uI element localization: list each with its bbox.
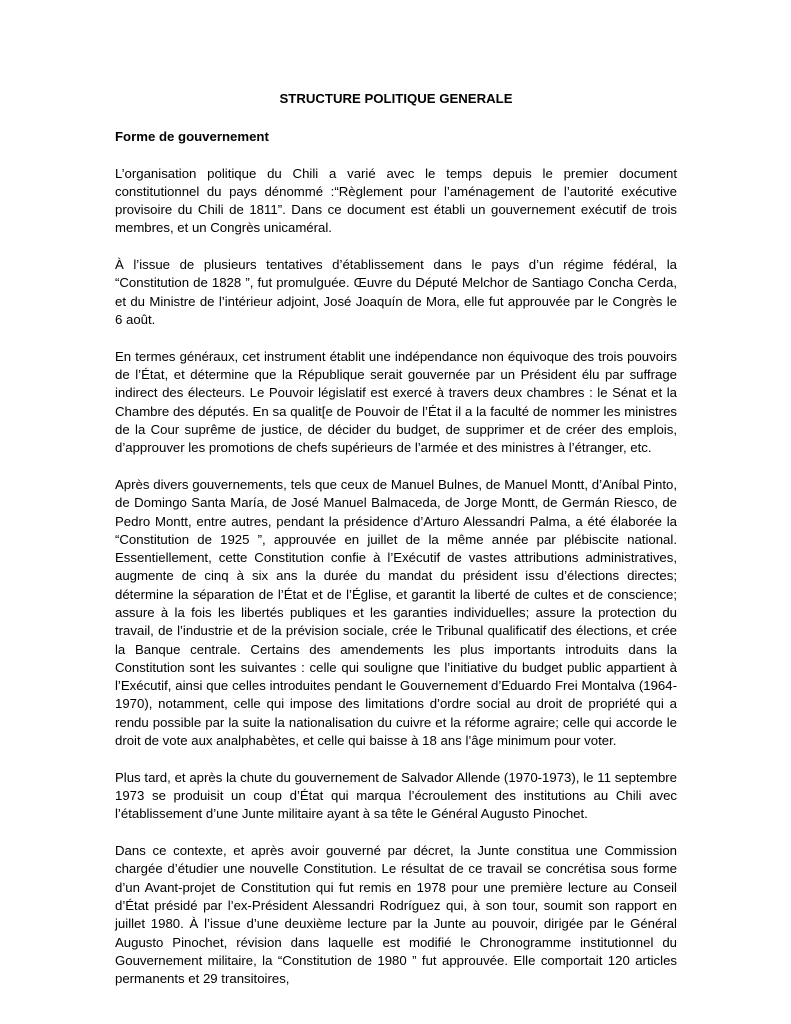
document-page — [115, 90, 677, 1007]
paragraph-separation-of-powers: En termes généraux, cet instrument établit une indépendance non équivoque des trois pouvoirs de l’État, et détermine que la République serait gouvernée par un Président élu par suffrage indirect des électeurs. Le Pouvoir législatif est exercé à travers deux chambres : le Sénat et la Chambre des députés. En sa qualit[e de Pouvoir de l’État il a la faculté de nommer les ministres de la Cour suprême de justice, de décider du budget, de supprimer et de créer des emplois, d’approuver les promotions de chefs supérieurs de l’armée et des ministres à l’étranger, etc. — [115, 348, 677, 456]
section-heading: Forme de gouvernement — [115, 129, 269, 145]
paragraph-origins: L’organisation politique du Chili a varié avec le temps depuis le premier document constitutionnel du pays dénommé :“Règlement pour l’aménagement de l’autorité exécutive provisoire du Chili de 1811”. Dans ce document est établi un gouvernement exécutif de trois membres, et un Congrès unicaméral. — [115, 165, 677, 236]
paragraph-constitution-1980: Dans ce contexte, et après avoir gouverné par décret, la Junte constitua une Commission chargée d’étudier une nouvelle Constitution. Le résultat de ce travail se concrétisa sous forme d’un Avant-projet de Constitution qui fut remis en 1978 pour une première lecture au Conseil d’État présidé par l’ex-Président Alessandri Rodríguez qui, à son tour, soumit son rapport en juillet 1980. À l’issue d’une deuxième lecture par la Junte au pouvoir, dirigée par le Général Augusto Pinochet, révision dans laquelle est modifié le Chronogramme institutionnel du Gouvernement militaire, la “Constitution de 1980 ” fut approuvée. Elle comportait 120 articles permanents et 29 transitoires, — [115, 843, 677, 987]
paragraph-coup-1973: Plus tard, et après la chute du gouvernement de Salvador Allende (1970-1973), le 11 septembre 1973 se produisit un coup d’État qui marqua l’écroulement des institutions au Chili avec l’établissement d’une Junte militaire ayant à sa tête le Général Augusto Pinochet. — [115, 769, 677, 822]
paragraph-constitution-1828: À l’issue de plusieurs tentatives d’établissement dans le pays d’un régime fédéral, la “Constitution de 1828 ”, fut promulguée. Œuvre du Député Melchor de Santiago Concha Cerda, et du Ministre de l’intérieur adjoint, José Joaquín de Mora, elle fut approuvée par le Congrès le 6 août. — [115, 257, 677, 328]
document-title: STRUCTURE POLITIQUE GENERALE — [279, 91, 513, 106]
paragraph-constitution-1925: Après divers gouvernements, tels que ceux de Manuel Bulnes, de Manuel Montt, d’Aníbal Pinto, de Domingo Santa María, de José Manuel Balmaceda, de Jorge Montt, de Germán Riesco, de Pedro Montt, entre autres, pendant la présidence d’Arturo Alessandri Palma, a été élaborée la “Constitution de 1925 ”, approuvée en juillet de la même année par plébiscite national. Essentiellement, cette Constitution confie à l’Exécutif de vastes attributions administratives, augmente de cinq à six ans la durée du mandat du président issu d’élections directes; détermine la séparation de l’État et de l’Église, et garantit la liberté de cultes et de conscience; assure à la fois les libertés publiques et les garanties individuelles; assure la protection du travail, de l’industrie et de la prévision sociale, crée le Tribunal qualificatif des élections, et crée la Banque centrale. Certains des amendements les plus importants introduits dans la Constitution sont les suivantes : celle qui souligne que l’initiative du budget public appartient à l’Exécutif, ainsi que celles introduites pendant le Gouvernement d’Eduardo Frei Montalva (1964-1970), notamment, celle qui impose des limitations d’ordre social au droit de propriété qui a rendu possible par la suite la nationalisation du cuivre et la réforme agraire; celle qui accorde le droit de vote aux analphabètes, et celle qui baisse à 18 ans l’âge minimum pour voter. — [115, 476, 677, 749]
